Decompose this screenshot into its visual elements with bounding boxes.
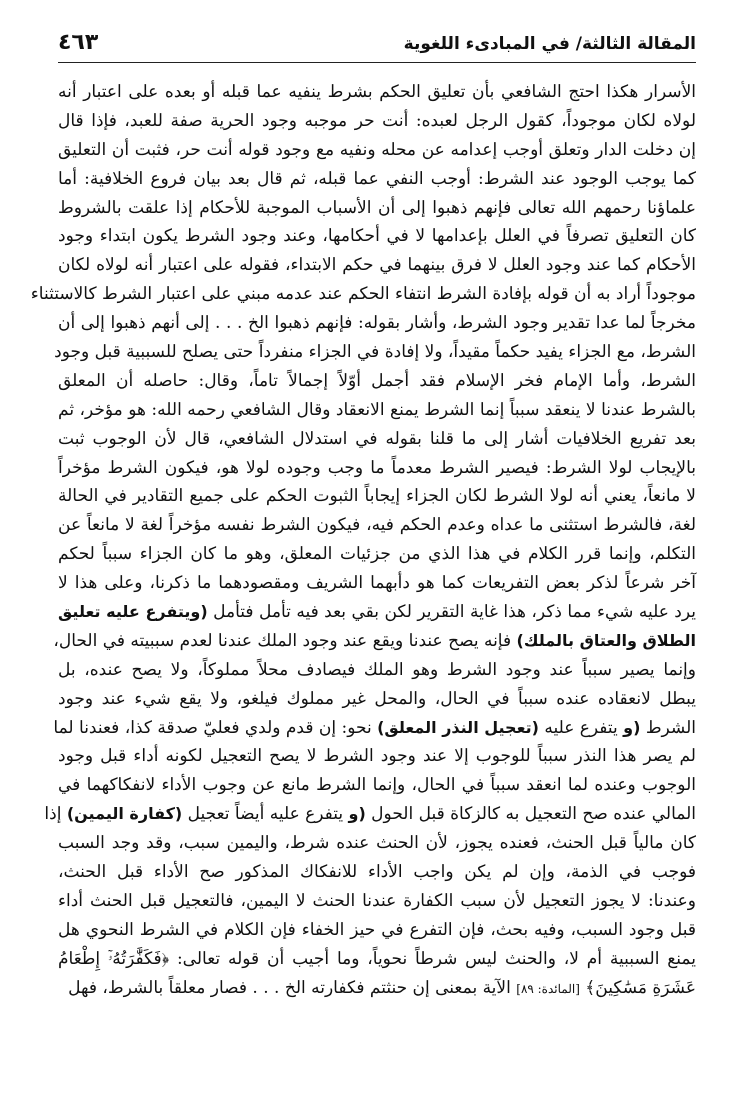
text-line xyxy=(58,425,696,454)
text-line xyxy=(58,107,696,136)
text-line xyxy=(58,916,696,945)
running-title: المقالة الثالثة/ في المبادىء اللغوية xyxy=(403,34,696,54)
text-segment: وإنما يصير سبباً عند وجود الشرط وهو الملك فيصادف محلاً مملوكاً، ولا يصح عنده، بل xyxy=(58,659,696,680)
text-segment: فوجب في الذمة، وإن لم يكن واجب الأداء للانفكاك المذكور صح الأداء قبل الحنث، xyxy=(58,862,696,883)
text-line xyxy=(58,165,696,194)
text-segment: يتفرع عليه xyxy=(538,717,624,738)
text-segment: كان التعليق تصرفاً في العلل بإعدامها لا في أحكامها، وعند وجود الشرط يكون ابتداء وجود xyxy=(58,226,696,247)
text-segment: يمنع السببية أم لا، والحنث ليس شرطاً نحوياً، وما أجيب أن قوله تعالى: ﴿فَكَفَّٰرَتُهُۥٓ إِطْعَامُ xyxy=(58,948,696,969)
text-segment: لم يصر هذا النذر سبباً للوجوب إلا عند وجود الشرط لا يصح التعجيل لكونه أداء قبل وجود xyxy=(58,746,696,767)
page-header xyxy=(58,28,696,62)
text-line xyxy=(58,685,696,714)
bold-term: (ويتفرع عليه تعليق xyxy=(58,602,208,622)
text-segment: آخر شرعاً لذكر بعض التفريعات كما هو دأبهما الشريف ومقصودهما ما ذكرنا، وعلى هذا لا xyxy=(58,573,696,594)
text-line xyxy=(54,338,696,367)
text-segment: نحو: إن قدم ولدي فعليّ صدقة كذا، فعندنا لما xyxy=(53,717,378,738)
text-segment: إن دخلت الدار وتعلق أوجب إعدامه عن محله ونفيه مع وجود قوله أنت حر، فثبت أن التعليق xyxy=(58,139,696,160)
text-line xyxy=(58,742,696,771)
text-line xyxy=(58,569,696,598)
text-line xyxy=(58,251,696,280)
text-segment: كان مالياً قبل الحنث، فعنده يجوز، لأن الحنث عنده شرط، واليمين سبب، وقد وجد السبب xyxy=(58,833,696,854)
text-line xyxy=(58,858,696,887)
text-line xyxy=(58,454,696,483)
text-line xyxy=(58,482,696,511)
text-line xyxy=(58,367,696,396)
text-line xyxy=(58,194,696,223)
text-line xyxy=(58,887,696,916)
bold-term: (تعجيل النذر المعلق) xyxy=(377,717,539,737)
text-segment: قبل وجود السبب، وفيه بحث، فإن التفرع في حيز الخفاء فإن الكلام في الشرط النحوي هل xyxy=(58,919,696,940)
text-line xyxy=(58,945,696,974)
header-rule xyxy=(58,62,696,63)
text-segment: وعندنا: لا يجوز التعجيل لأن سبب الكفارة عندنا الحنث لا اليمين، فالتعجيل قبل الحنث أداء xyxy=(58,890,696,911)
text-line xyxy=(44,800,696,829)
text-segment: المالي عنده صح التعجيل به كالزكاة قبل الحول xyxy=(365,804,696,825)
text-segment: يتفرع عليه أيضاً تعجيل xyxy=(182,804,349,825)
text-segment: الأحكام كما عند وجود العلل لا فرق بينهما في حكم الابتداء، فقوله على اعتبار أنه لولاه لكان xyxy=(58,255,696,276)
text-line xyxy=(58,511,696,540)
bold-term: (و xyxy=(623,717,641,737)
text-segment: الآية بمعنى إن حنثتم فكفارته الخ . . . فصار معلقاً بالشرط، فهل xyxy=(68,977,517,998)
text-segment: يرد عليه شيء مما ذكر، هذا غاية التقرير لكن بقي بعد فيه تأمل فتأمل xyxy=(207,602,696,623)
text-segment: موجوداً أراد به أن قوله بإفادة الشرط انتفاء الحكم عند عدمه مبني على اعتبار الشرط كالاستثناء xyxy=(30,284,696,305)
text-segment: الشرط، وأما الإمام فخر الإسلام فقد أجمل أوّلاً إجمالاً تاماً، وقال: حاصله أن المعلق xyxy=(58,370,696,391)
text-segment: علماؤنا رحمهم الله تعالى فإنهم ذهبوا إلى أن الأسباب الموجبة للأحكام إذا علقت بالشروط xyxy=(58,197,696,218)
bold-term: الطلاق والعتاق بالملك) xyxy=(516,630,696,650)
text-line xyxy=(53,714,696,743)
verse-citation: [المائدة: ٨٩] xyxy=(516,981,580,996)
text-segment: لولاه لكان موجوداً، كقول الرجل لعبده: أنت حر موجبه وجود الحرية صفة للعبد، فإذا قال xyxy=(58,110,696,131)
text-segment: الأسرار هكذا احتج الشافعي بأن تعليق الحكم بشرط ينفيه عما قبله أو بعده على اعتبار أنه xyxy=(58,82,696,102)
body-text xyxy=(30,78,696,1003)
text-segment: بالإيجاب لولا الشرط: فيصير الشرط معدماً ما وجب وجوده لولا هو، فيكون الشرط مؤخراً xyxy=(58,457,696,478)
text-line xyxy=(58,974,696,1003)
text-line xyxy=(58,598,696,627)
text-line xyxy=(58,309,696,338)
text-segment: لغة، فالشرط استثنى ما عداه وعدم الحكم فيه، فيكون الشرط نفسه مؤخراً لغة لا مانعاً عن xyxy=(58,515,696,536)
text-segment: مخرجاً لما عدا تقدير وجود الشرط، وأشار بقوله: فإنهم ذهبوا الخ . . . إلى أنهم ذهبوا إلى أن xyxy=(58,313,696,334)
text-line xyxy=(58,396,696,425)
text-segment: التكلم، وإنما قرر الكلام في هذا الذي من جزئيات المعلق، وهو ما كان الجزاء سبباً لحكم xyxy=(58,544,696,565)
text-line xyxy=(58,222,696,251)
text-line xyxy=(58,771,696,800)
page-number: ٤٦٣ xyxy=(58,30,99,55)
text-segment: بالشرط عندنا لا ينعقد سبباً إنما الشرط يمنع الانعقاد وقال الشافعي رحمه الله: هو مؤخر، ثم xyxy=(58,399,696,420)
text-line xyxy=(58,656,696,685)
text-line xyxy=(30,280,696,309)
text-line xyxy=(58,78,696,107)
text-segment: بعد تفريع الخلافيات أشار إلى ما قلنا بقوله في استدلال الشافعي، قال لأن الوجوب ثبت xyxy=(58,428,696,449)
text-segment: كما يوجب الوجود عند الشرط: أوجب النفي عما قبله، ثم قال بعد بيان فروع الخلافية: أما xyxy=(58,168,696,189)
bold-term: (كفارة اليمين) xyxy=(66,804,183,824)
text-line xyxy=(58,136,696,165)
text-segment: الشرط، مع الجزاء يفيد حكماً مقيداً، ولا إفادة في الجزاء منفرداً حتى يصلح للسببية قبل وجود xyxy=(54,342,696,363)
text-line xyxy=(58,540,696,569)
text-segment: لا مانعاً، يعني أنه لولا الشرط لكان الجزاء إيجاباً الثبوت الحكم على جميع التقادير في الحالة xyxy=(58,486,696,507)
text-segment: الوجوب وعنده لما انعقد سبباً في الحال، وإنما الشرط مانع عن وجوب الأداء لانفكاكهما في xyxy=(58,775,696,796)
text-line xyxy=(58,829,696,858)
text-segment: عَشَرَةِ مَسَٰكِينَ﴾ xyxy=(579,977,696,998)
text-segment: إذا xyxy=(44,804,67,825)
text-line xyxy=(53,627,696,656)
text-segment: فإنه يصح عندنا ويقع عند وجود الملك عندنا لعدم سببيته في الحال، xyxy=(53,630,517,651)
text-segment: يبطل لانعقاده عنده سبباً في الحال، والمحل غير مملوك فيلغو، ولا يقع شيء عند وجود xyxy=(58,688,696,709)
text-segment: الشرط xyxy=(640,717,696,738)
bold-term: (و xyxy=(348,804,366,824)
